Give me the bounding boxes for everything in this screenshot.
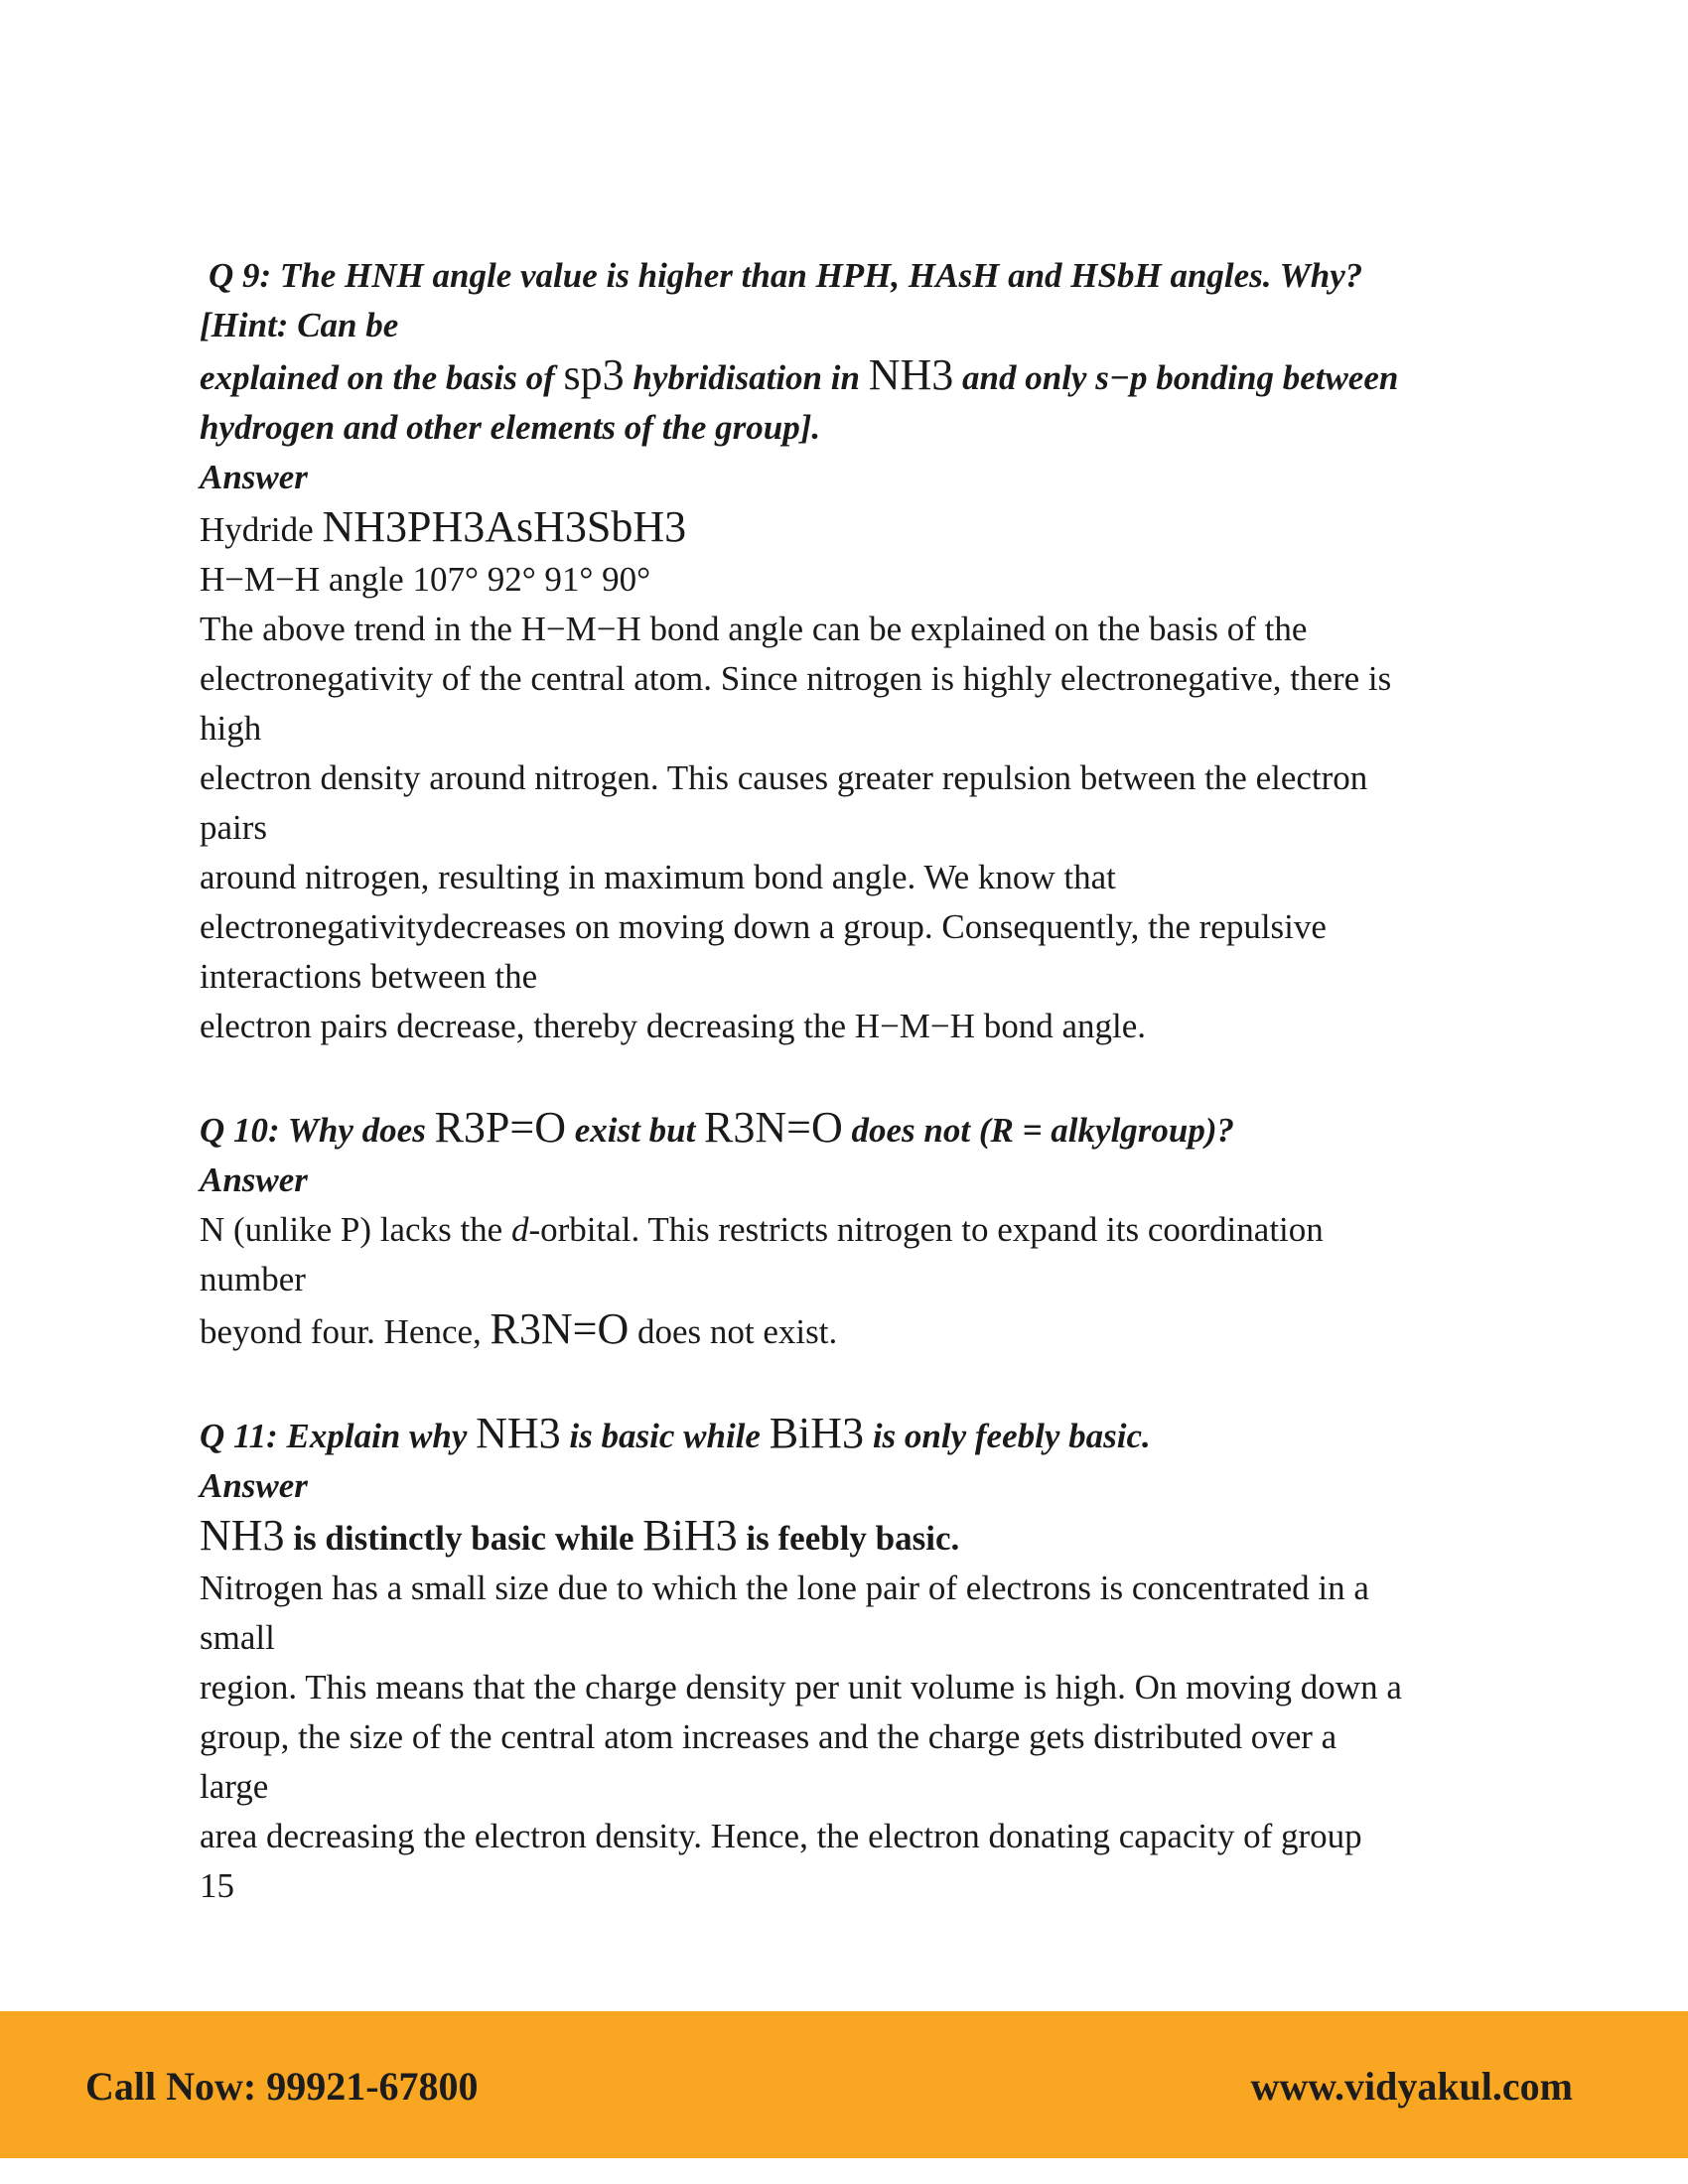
q10-body-line: number bbox=[200, 1260, 306, 1298]
q9-body-line: high bbox=[200, 709, 262, 748]
q11-chem-nh3: NH3 bbox=[476, 1409, 561, 1457]
q11-title-text: is only feebly basic. bbox=[864, 1417, 1151, 1455]
q11-body-line: small bbox=[200, 1618, 275, 1657]
q9-title: Q 9: The HNH angle value is higher than HPH, HAsH and HSbH angles. Why? bbox=[209, 256, 1363, 295]
q11-summary-text: is feebly basic. bbox=[737, 1519, 960, 1558]
spacer bbox=[200, 1357, 1510, 1409]
q9-hydride-row bbox=[200, 502, 1510, 555]
q9-body-line: electronegativity of the central atom. Since nitrogen is highly electronegative, there is bbox=[200, 659, 1392, 698]
q9-angle-row: H−M−H angle 107° 92° 91° 90° bbox=[200, 560, 651, 599]
q9-body-line: electronegativitydecreases on moving down a group. Consequently, the repulsive bbox=[200, 907, 1327, 946]
q9-hint-chem-sp3: sp3 bbox=[563, 350, 625, 399]
call-now-text: Call Now: 99921-67800 bbox=[85, 2064, 479, 2109]
q9-hint: [Hint: Can be bbox=[200, 306, 399, 344]
q11-answer-label: Answer bbox=[200, 1466, 308, 1505]
q9-hint-end: hydrogen and other elements of the group]. bbox=[200, 408, 821, 447]
hydride-formulas: NH3PH3AsH3SbH3 bbox=[322, 502, 687, 551]
q9-hint-text: hybridisation in bbox=[624, 358, 869, 397]
q9-hint-text: and only s−p bonding between bbox=[953, 358, 1399, 397]
q11-body-line: group, the size of the central atom increases and the charge gets distributed over a bbox=[200, 1717, 1337, 1756]
q9-body-line: interactions between the bbox=[200, 957, 538, 996]
q11-summary bbox=[200, 1511, 1510, 1564]
q10-body-text: beyond four. Hence, bbox=[200, 1312, 491, 1351]
website-link[interactable]: www.vidyakul.com bbox=[1250, 2064, 1573, 2109]
q10-title-text: Q 10: Why does bbox=[200, 1111, 435, 1150]
q10-body-text: -orbital. This restricts nitrogen to expand its coordination bbox=[528, 1210, 1324, 1249]
q11-body-line: 15 bbox=[200, 1866, 234, 1905]
hydride-label: Hydride bbox=[200, 510, 323, 549]
q9-body-line: electron density around nitrogen. This causes greater repulsion between the electron bbox=[200, 758, 1368, 797]
q9-body-line: electron pairs decrease, thereby decreasing the H−M−H bond angle. bbox=[200, 1007, 1146, 1045]
footer-banner bbox=[0, 2011, 1688, 2158]
q10-body-line bbox=[200, 1205, 1510, 1255]
q10-title-text: exist but bbox=[566, 1111, 705, 1150]
q10-chem-r3po: R3P=O bbox=[434, 1103, 566, 1152]
q9-hint-line bbox=[200, 350, 1510, 403]
q10-title bbox=[200, 1103, 1510, 1156]
q9-answer-label: Answer bbox=[200, 458, 308, 496]
q11-chem-nh3: NH3 bbox=[200, 1511, 285, 1560]
q11-title-text: is basic while bbox=[560, 1417, 770, 1455]
page-content bbox=[200, 251, 1510, 1911]
q10-chem-r3no: R3N=O bbox=[490, 1304, 630, 1353]
q10-title-text: does not (R = alkylgroup)? bbox=[842, 1111, 1235, 1150]
q11-summary-text: is distinctly basic while bbox=[284, 1519, 643, 1558]
q11-body-line: region. This means that the charge density per unit volume is high. On moving down a bbox=[200, 1668, 1402, 1706]
q9-answer-body bbox=[200, 605, 1510, 1051]
q11-answer-body bbox=[200, 1564, 1510, 1911]
q9-body-line: The above trend in the H−M−H bond angle can be explained on the basis of the bbox=[200, 610, 1308, 648]
q11-chem-bih3: BiH3 bbox=[642, 1511, 738, 1560]
q11-chem-bih3: BiH3 bbox=[769, 1409, 865, 1457]
q10-body-text: does not exist. bbox=[629, 1312, 838, 1351]
q11-body-line: area decreasing the electron density. Hence, the electron donating capacity of group bbox=[200, 1817, 1362, 1855]
q10-body-line bbox=[200, 1304, 1510, 1357]
q11-title-text: Q 11: Explain why bbox=[200, 1417, 477, 1455]
q9-body-line: around nitrogen, resulting in maximum bond angle. We know that bbox=[200, 858, 1116, 896]
q9-hint-text: explained on the basis of bbox=[200, 358, 564, 397]
spacer bbox=[200, 1051, 1510, 1103]
q11-body-line: large bbox=[200, 1767, 269, 1806]
q10-answer-label: Answer bbox=[200, 1160, 308, 1199]
q11-title bbox=[200, 1409, 1510, 1461]
q11-body-line: Nitrogen has a small size due to which the lone pair of electrons is concentrated in a bbox=[200, 1569, 1369, 1607]
q10-chem-r3no: R3N=O bbox=[704, 1103, 843, 1152]
q9-body-line: pairs bbox=[200, 808, 268, 847]
q10-body-text: N (unlike P) lacks the bbox=[200, 1210, 511, 1249]
q9-hint-chem-nh3: NH3 bbox=[868, 350, 954, 399]
q10-d-orbital: d bbox=[510, 1210, 529, 1249]
